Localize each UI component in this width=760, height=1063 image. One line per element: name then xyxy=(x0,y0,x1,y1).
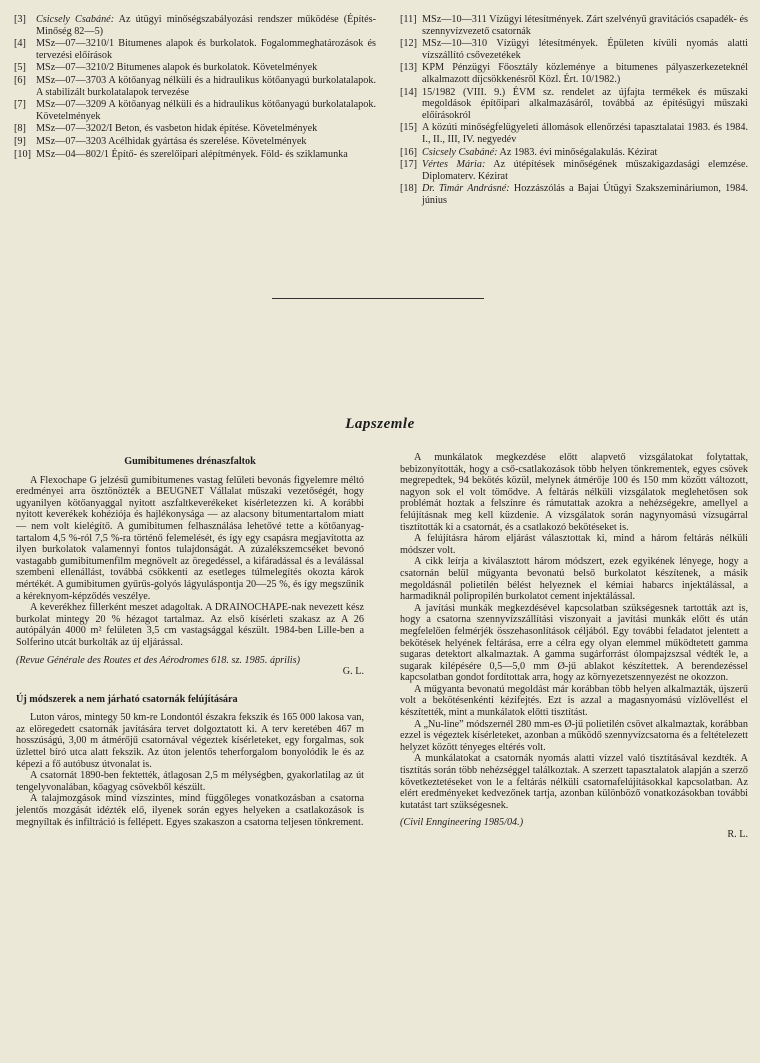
reference-number: [18] xyxy=(400,183,417,195)
reference-body: Az útügyi minőségszabályozási rendszer működése (Építés-Minőség 82—5) xyxy=(36,14,377,37)
reference-number: [16] xyxy=(400,146,417,158)
article2-paragraph: A munkálatok megkezdése előtt alapvető vizsgálatokat folytattak, bebizonyították, hogy a cső-csatlakozások több helyen tönkrementek, egyes csövek megrepedtek, 94 bekötés közül, melynek átmérője 100 és 150 mm között változott, nagyon sok el volt tömődve. A feltárás nélküli vizsgálatok meglehetősen sok problémát hoztak a felszínre és rámutattak azokra a nehézségekre, amellyel a felújításnak meg kell küzdenie. A vizsgálatok során nagynyomású vízsugárral tisztították ki a csatornát, és a csatlakozó bekötéseket is. xyxy=(400,452,748,533)
reference-body: KPM Pénzügyi Főosztály közleménye a bitumenes pályaszerkezeteknél alkalmazott díjcsökkenésről Közl. Ért. 10/1982.) xyxy=(422,62,748,85)
reference-author: Vértes Mária: xyxy=(422,159,486,171)
reference-body: MSz—07—3203 Acélhidak gyártása és szerelése. Követelmények xyxy=(36,135,307,147)
reference-item xyxy=(14,75,376,98)
reference-body: Az 1983. évi minőségalakulás. Kézirat xyxy=(499,146,658,158)
article2-paragraph: A talajmozgások mind vízszintes, mind függőleges vonatkozásban a csatorna jelentős mozgását idézték elő, ilyenek során egyes helyeken a csatlakozások is megnyíltak és infiltráció is fellépett. Egyes szakaszon a csatorna teljesen tönkrement. xyxy=(16,793,364,828)
reference-number: [3] xyxy=(14,14,26,25)
article2-signature: R. L. xyxy=(727,829,748,840)
article2-paragraph: A munkálatokat a csatornák nyomás alatti vízzel való tisztításával kezdték. A tisztítás során több nehézséggel találkoztak. A szerzett tapasztalatok alapján a szerző következtetéseket von le a feltárás nélküli csatornafelújításokkal kapcsolatban. Az elért eredményeket kedvezőnek tartja, azonban különböző vonatkozásokban további kutatást tart szükségesnek. xyxy=(400,753,748,811)
reference-body: 15/1982 (VIII. 9.) ÉVM sz. rendelet az újfajta termékek és műszaki megoldások építőipari alkalmazásáról, továbbá az építésügyi műszaki előírásokról xyxy=(422,86,748,121)
article1-title: Gumibitumenes drénaszfaltok xyxy=(124,456,256,467)
reference-text xyxy=(36,14,376,37)
reference-body: MSz—04—802/1 Építő- és szerelőipari alépítmények. Föld- és sziklamunka xyxy=(36,148,348,160)
reference-text xyxy=(422,183,748,206)
reference-number: [10] xyxy=(14,148,31,160)
reference-number: [13] xyxy=(400,62,417,74)
article1-signature: G. L. xyxy=(342,666,364,678)
reference-body: A közúti minőségfelügyeleti állomások ellenőrzési tapasztalatai 1983. és 1984. I., II., III, IV. negyedév xyxy=(422,122,748,145)
reference-text xyxy=(36,149,376,161)
article2-paragraph: A cikk leírja a kiválasztott három módszert, ezek egyikének lényege, hogy a csatornán belül műgyanta bevonatú belső burkolatot készítenek, a másik megoldásnál polietilén bélést helyeznek el kémiai habarcs injektálással, a harmadiknál polipropilén burkolatot cement injektálással. xyxy=(400,556,748,603)
article2-source: (Civil Enngineering 1985/04.) xyxy=(400,817,524,829)
reference-number: [6] xyxy=(14,74,26,86)
reference-number: [14] xyxy=(400,86,417,98)
reference-item xyxy=(400,122,748,145)
article-column-left xyxy=(16,456,364,828)
reference-item xyxy=(400,87,748,122)
reference-number: [9] xyxy=(14,135,26,147)
reference-text xyxy=(422,38,748,61)
article2-paragraph: A felújításra három eljárást választottak ki, mind a három feltárás nélküli módszer volt. xyxy=(400,533,748,556)
reference-item xyxy=(14,136,376,148)
reference-item xyxy=(400,62,748,85)
article2-paragraph: Luton város, mintegy 50 km-re Londontól északra fekszik és 165 000 lakosa van, az elöregedett csatornák javítására tervet dolgoztatott ki. A terv keretében 467 m hosszúságú, 3,00 m átmérőjű csatornával végeztek kísérleteket, egy forgalmas, sok üzlettel bíró utca alatt fekszik. Az úton jelentős teherforgalom bonyolódik le és az képezi a fő autóbusz útvonalat is. xyxy=(16,712,364,770)
article1-source: (Revue Générale des Routes et des Aérodromes 618. sz. 1985. április) xyxy=(16,654,300,666)
reference-body: MSz—07—3210/1 Bitumenes alapok és burkolatok. Fogalommeghatározások és tervezési előírások xyxy=(36,38,376,61)
reference-number: [15] xyxy=(400,122,417,134)
article2-paragraph: A javítási munkák megkezdésével kapcsolatban szükségesnek tartották azt is, hogy a csatorna szennyvízszállítási viszonyait a javítási munkák előtt és után megfelelően felmérjék összehasonlítások céljából. Egy további feladatot jelentett a bekötések helyének feltárása, erre a célra egy olyan elemmel működtetett gamma sugaras detektort alkalmaztak. A gamma sugárforrást ólompajzszsal védték le, a sugarak kilépésére 0,5—5,0 mm Ø-jű ablakot készítettek. A berendezéssel kapcsolatban gondot fordítottak arra, hogy az környezetszennyezést ne okozzon. xyxy=(400,602,748,684)
reference-author: Csicsely Csabáné: xyxy=(36,14,115,25)
reference-body: MSz—07—3210/2 Bitumenes alapok és burkolatok. Követelmények xyxy=(36,62,318,74)
article1-paragraph: A Flexochape G jelzésű gumibitumenes vastag felületi bevonás figyelemre méltó eredményei arra ösztönözték a BEUGNET Vállalat műszaki vezetőségét, hogy ugyanilyen kötőanyaggal nyitott aszfaltkeverékeket kísérletezzen ki. A korábbi nyitott keverékek kohéziója és hajlékonysága — az alacsony bitumentartalom miatt — nem volt kielégítő. A gumibitumen felhasználása lehetővé tette a kötőanyag-tartalom 4,5 %-ról 7,5 %-ra történő felemelését, és így egy csapásra megjavította az ilyen burkolatok valamennyi fontos tulajdonságát. A zúzalékszemcséket bevonó vastagabb gumibitumenfilm megnövelt az öregedéssel, a kifáradással és a leválással szembeni ellenállást, továbbá csökkenti az esetleges túlmelegítés okozta károk mértékét. A gumibitumen gyűrűs-golyós lágyuláspontja 20—25 %, és így megszűnik a kéreknyom-képződés veszélye. xyxy=(16,474,364,602)
reference-item xyxy=(14,62,376,74)
reference-body: MSz—07—3202/I Beton, és vasbeton hidak építése. Követelmények xyxy=(36,123,318,135)
article2-paragraph: A csatornát 1890-ben fektették, átlagosan 2,5 m mélységben, gyakorlatilag az út tengelyvonalában, kőagyag csövekből készült. xyxy=(16,770,364,793)
reference-body: MSz—10—311 Vízügyi létesítmények. Zárt szelvényű gravitációs csapadék- és szennyvízvezető csatornák xyxy=(422,14,748,37)
reference-number: [11] xyxy=(400,14,417,25)
reference-text xyxy=(36,136,376,148)
reference-number: [8] xyxy=(14,123,26,135)
reference-text xyxy=(36,62,376,74)
article2-paragraph: A „Nu-line” módszernél 280 mm-es Ø-jű polietilén csövet alkalmaztak, korábban ezzel is végeztek kísérleteket, azonban a működő szennyvízcsatorna és a feltételezett helyzet között tényeges eltérés volt. xyxy=(400,718,748,753)
reference-item xyxy=(400,159,748,182)
article-column-right xyxy=(400,452,748,841)
reference-text xyxy=(422,87,748,122)
article2-paragraph: A műgyanta bevonatú megoldást már korábban több helyen alkalmazták, újszerű volt a bekötésenkénti kézifejtés. Ezt is azzal a magasnyomású vízlövellést el készítették, mint a munkálatok előtti tisztítást. xyxy=(400,683,748,719)
reference-text xyxy=(36,123,376,135)
references-left xyxy=(14,14,376,161)
reference-author: Dr. Timár Andrásné: xyxy=(422,183,510,195)
reference-text xyxy=(422,122,748,145)
reference-item xyxy=(14,14,376,37)
reference-text xyxy=(36,75,376,98)
reference-text xyxy=(422,62,748,85)
reference-text xyxy=(422,14,748,37)
reference-body: MSz—07—3703 A kötőanyag nélküli és a hidraulikus kötőanyagú burkolatalapok. A stabilizált burkolatalapok tervezése xyxy=(36,74,376,98)
reference-text xyxy=(36,99,376,122)
reference-number: [5] xyxy=(14,62,26,74)
reference-body: Az útépítések minőségének műszakigazdasági elemzése. Diplomaterv. Kézirat xyxy=(422,159,749,182)
article1-paragraph: A keverékhez fillerként meszet adagoltak. A DRAINOCHAPE-nak nevezett kész burkolat mintegy 20 % hézagot tartalmaz. Az első kísérleti szakasz az A 26 autópályán 4000 m² felületen 3,5 cm vastagsággal készült. 1984-ben Lille-ben a Solferino utcát burkolták az új eljárással. xyxy=(16,602,364,648)
reference-body: MSz—07—3209 A kötőanyag nélküli és a hidraulikus kötőanyagú burkolatalapok. Követelmények xyxy=(36,99,376,122)
reference-item xyxy=(14,123,376,135)
reference-number: [4] xyxy=(14,38,26,50)
reference-item xyxy=(400,147,748,159)
reference-number: [17] xyxy=(400,159,417,171)
reference-item xyxy=(400,183,748,206)
reference-text xyxy=(36,38,376,61)
reference-item xyxy=(400,38,748,61)
article2-title: Új módszerek a nem járható csatornák felújítására xyxy=(16,693,238,705)
reference-author: Csicsely Csabáné: xyxy=(422,146,498,158)
reference-number: [7] xyxy=(14,99,26,111)
reference-body: MSz—10—310 Vízügyi létesítmények. Épületen kívüli nyomás alatti vízszállító csővezetékek xyxy=(422,38,748,61)
reference-text xyxy=(422,159,748,182)
section-divider xyxy=(272,298,484,299)
reference-body: Hozzászólás a Bajai Útügyi Szakszemináriumon, 1984. június xyxy=(422,183,749,206)
reference-item xyxy=(14,99,376,122)
reference-item xyxy=(14,38,376,61)
reference-item xyxy=(14,149,376,161)
section-title: Lapszemle xyxy=(345,416,415,432)
reference-number: [12] xyxy=(400,38,417,50)
reference-item xyxy=(400,14,748,37)
reference-text xyxy=(422,147,748,159)
references-right xyxy=(400,14,748,208)
